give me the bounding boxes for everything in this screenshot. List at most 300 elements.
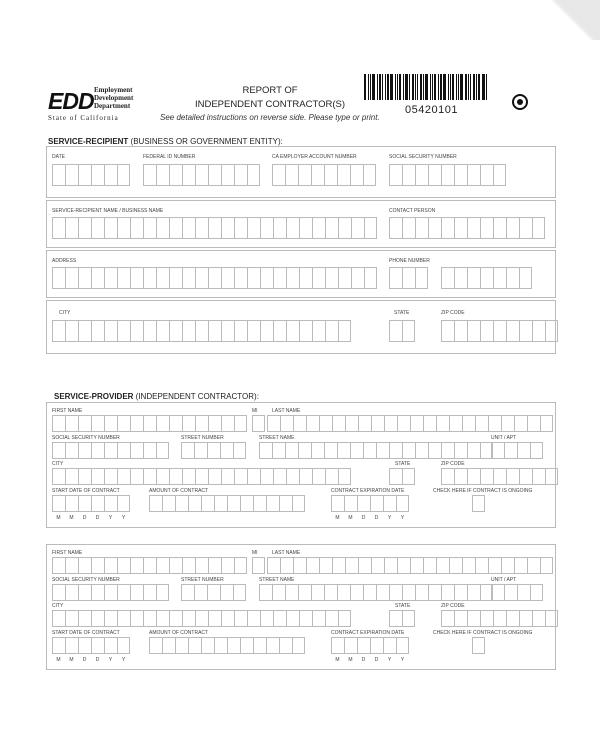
char-cell[interactable] (117, 415, 130, 432)
mi-input[interactable] (252, 557, 265, 574)
char-cell[interactable] (292, 495, 305, 512)
char-cell[interactable] (441, 164, 454, 186)
char-cell[interactable] (208, 415, 221, 432)
char-cell[interactable] (441, 584, 454, 601)
char-cell[interactable] (311, 442, 324, 459)
char-cell[interactable] (351, 267, 364, 289)
char-cell[interactable] (52, 637, 65, 654)
char-cell[interactable] (156, 442, 169, 459)
char-cell[interactable] (130, 442, 143, 459)
char-cell[interactable] (530, 442, 543, 459)
char-cell[interactable] (364, 267, 377, 289)
char-cell[interactable] (195, 610, 208, 627)
char-cell[interactable] (143, 610, 156, 627)
char-cell[interactable] (319, 415, 332, 432)
char-cell[interactable] (493, 610, 506, 627)
char-cell[interactable] (259, 584, 272, 601)
char-cell[interactable] (325, 468, 338, 485)
char-cell[interactable] (188, 637, 201, 654)
char-cell[interactable] (519, 610, 532, 627)
char-cell[interactable] (415, 217, 428, 239)
char-cell[interactable] (227, 495, 240, 512)
char-cell[interactable] (182, 468, 195, 485)
char-cell[interactable] (410, 557, 423, 574)
char-cell[interactable] (454, 217, 467, 239)
street-number-input[interactable] (181, 442, 246, 459)
char-cell[interactable] (376, 584, 389, 601)
char-cell[interactable] (454, 442, 467, 459)
char-cell[interactable] (364, 217, 377, 239)
char-cell[interactable] (312, 217, 325, 239)
char-cell[interactable] (143, 415, 156, 432)
char-cell[interactable] (337, 584, 350, 601)
char-cell[interactable] (389, 468, 402, 485)
expiration-input[interactable] (331, 495, 409, 512)
char-cell[interactable] (402, 320, 415, 342)
char-cell[interactable] (221, 415, 234, 432)
char-cell[interactable] (182, 320, 195, 342)
char-cell[interactable] (65, 217, 78, 239)
char-cell[interactable] (195, 164, 208, 186)
char-cell[interactable] (156, 557, 169, 574)
char-cell[interactable] (493, 267, 506, 289)
char-cell[interactable] (467, 468, 480, 485)
char-cell[interactable] (286, 468, 299, 485)
char-cell[interactable] (156, 320, 169, 342)
char-cell[interactable] (493, 217, 506, 239)
char-cell[interactable] (91, 320, 104, 342)
char-cell[interactable] (52, 557, 65, 574)
char-cell[interactable] (65, 637, 78, 654)
char-cell[interactable] (286, 267, 299, 289)
char-cell[interactable] (540, 415, 553, 432)
char-cell[interactable] (117, 584, 130, 601)
char-cell[interactable] (234, 557, 247, 574)
char-cell[interactable] (221, 557, 234, 574)
char-cell[interactable] (182, 267, 195, 289)
char-cell[interactable] (247, 320, 260, 342)
city-input[interactable] (52, 320, 351, 342)
char-cell[interactable] (234, 217, 247, 239)
char-cell[interactable] (169, 415, 182, 432)
char-cell[interactable] (324, 584, 337, 601)
char-cell[interactable] (493, 468, 506, 485)
char-cell[interactable] (65, 415, 78, 432)
char-cell[interactable] (357, 637, 370, 654)
char-cell[interactable] (428, 217, 441, 239)
char-cell[interactable] (65, 468, 78, 485)
char-cell[interactable] (253, 495, 266, 512)
char-cell[interactable] (350, 584, 363, 601)
char-cell[interactable] (52, 267, 65, 289)
char-cell[interactable] (65, 557, 78, 574)
char-cell[interactable] (325, 320, 338, 342)
char-cell[interactable] (208, 320, 221, 342)
char-cell[interactable] (117, 557, 130, 574)
char-cell[interactable] (532, 217, 545, 239)
char-cell[interactable] (540, 557, 553, 574)
char-cell[interactable] (130, 468, 143, 485)
char-cell[interactable] (441, 320, 454, 342)
char-cell[interactable] (519, 320, 532, 342)
char-cell[interactable] (449, 415, 462, 432)
char-cell[interactable] (279, 495, 292, 512)
char-cell[interactable] (389, 217, 402, 239)
char-cell[interactable] (396, 637, 409, 654)
char-cell[interactable] (389, 164, 402, 186)
char-cell[interactable] (273, 610, 286, 627)
char-cell[interactable] (208, 217, 221, 239)
char-cell[interactable] (52, 164, 65, 186)
char-cell[interactable] (214, 637, 227, 654)
char-cell[interactable] (504, 584, 517, 601)
char-cell[interactable] (78, 637, 91, 654)
char-cell[interactable] (78, 320, 91, 342)
char-cell[interactable] (259, 442, 272, 459)
char-cell[interactable] (207, 442, 220, 459)
char-cell[interactable] (467, 267, 480, 289)
char-cell[interactable] (227, 637, 240, 654)
char-cell[interactable] (344, 637, 357, 654)
provider-state-input[interactable] (389, 610, 415, 627)
char-cell[interactable] (371, 557, 384, 574)
char-cell[interactable] (517, 584, 530, 601)
char-cell[interactable] (506, 320, 519, 342)
char-cell[interactable] (480, 468, 493, 485)
char-cell[interactable] (331, 637, 344, 654)
char-cell[interactable] (423, 557, 436, 574)
char-cell[interactable] (91, 442, 104, 459)
char-cell[interactable] (182, 415, 195, 432)
char-cell[interactable] (156, 267, 169, 289)
char-cell[interactable] (299, 468, 312, 485)
char-cell[interactable] (221, 468, 234, 485)
char-cell[interactable] (78, 584, 91, 601)
char-cell[interactable] (396, 495, 409, 512)
char-cell[interactable] (402, 584, 415, 601)
char-cell[interactable] (493, 320, 506, 342)
char-cell[interactable] (402, 217, 415, 239)
char-cell[interactable] (130, 610, 143, 627)
char-cell[interactable] (338, 217, 351, 239)
char-cell[interactable] (169, 557, 182, 574)
provider-ssn-input[interactable] (52, 584, 169, 601)
char-cell[interactable] (506, 468, 519, 485)
char-cell[interactable] (488, 415, 501, 432)
char-cell[interactable] (293, 557, 306, 574)
char-cell[interactable] (306, 557, 319, 574)
char-cell[interactable] (91, 557, 104, 574)
char-cell[interactable] (462, 557, 475, 574)
char-cell[interactable] (441, 468, 454, 485)
char-cell[interactable] (389, 610, 402, 627)
char-cell[interactable] (143, 320, 156, 342)
char-cell[interactable] (324, 442, 337, 459)
char-cell[interactable] (207, 584, 220, 601)
char-cell[interactable] (52, 217, 65, 239)
char-cell[interactable] (410, 415, 423, 432)
char-cell[interactable] (240, 637, 253, 654)
char-cell[interactable] (78, 468, 91, 485)
char-cell[interactable] (91, 267, 104, 289)
char-cell[interactable] (325, 610, 338, 627)
char-cell[interactable] (117, 267, 130, 289)
char-cell[interactable] (52, 495, 65, 512)
char-cell[interactable] (501, 415, 514, 432)
provider-ssn-input[interactable] (52, 442, 169, 459)
char-cell[interactable] (311, 164, 324, 186)
char-cell[interactable] (234, 415, 247, 432)
char-cell[interactable] (441, 267, 454, 289)
char-cell[interactable] (337, 164, 350, 186)
char-cell[interactable] (519, 267, 532, 289)
char-cell[interactable] (504, 442, 517, 459)
char-cell[interactable] (286, 320, 299, 342)
char-cell[interactable] (143, 217, 156, 239)
char-cell[interactable] (454, 468, 467, 485)
char-cell[interactable] (491, 584, 504, 601)
char-cell[interactable] (286, 610, 299, 627)
char-cell[interactable] (104, 217, 117, 239)
char-cell[interactable] (467, 217, 480, 239)
char-cell[interactable] (472, 637, 485, 654)
zip-input[interactable] (441, 320, 558, 342)
char-cell[interactable] (234, 267, 247, 289)
char-cell[interactable] (91, 495, 104, 512)
char-cell[interactable] (208, 164, 221, 186)
char-cell[interactable] (104, 267, 117, 289)
char-cell[interactable] (91, 217, 104, 239)
char-cell[interactable] (402, 164, 415, 186)
char-cell[interactable] (397, 415, 410, 432)
char-cell[interactable] (292, 637, 305, 654)
char-cell[interactable] (65, 584, 78, 601)
char-cell[interactable] (298, 584, 311, 601)
char-cell[interactable] (299, 267, 312, 289)
char-cell[interactable] (530, 584, 543, 601)
char-cell[interactable] (298, 164, 311, 186)
char-cell[interactable] (194, 584, 207, 601)
char-cell[interactable] (423, 415, 436, 432)
char-cell[interactable] (104, 442, 117, 459)
phone-number-input[interactable] (441, 267, 532, 289)
char-cell[interactable] (267, 415, 280, 432)
char-cell[interactable] (472, 495, 485, 512)
char-cell[interactable] (306, 415, 319, 432)
char-cell[interactable] (149, 495, 162, 512)
char-cell[interactable] (273, 217, 286, 239)
char-cell[interactable] (519, 217, 532, 239)
char-cell[interactable] (402, 610, 415, 627)
char-cell[interactable] (260, 610, 273, 627)
street-name-input[interactable] (259, 442, 493, 459)
federal-id-input[interactable] (143, 164, 260, 186)
first-name-input[interactable] (52, 415, 247, 432)
char-cell[interactable] (104, 320, 117, 342)
char-cell[interactable] (532, 320, 545, 342)
char-cell[interactable] (156, 164, 169, 186)
char-cell[interactable] (527, 415, 540, 432)
ongoing-checkbox[interactable] (472, 495, 485, 512)
char-cell[interactable] (441, 442, 454, 459)
char-cell[interactable] (104, 468, 117, 485)
char-cell[interactable] (169, 217, 182, 239)
char-cell[interactable] (247, 217, 260, 239)
char-cell[interactable] (527, 557, 540, 574)
char-cell[interactable] (357, 495, 370, 512)
char-cell[interactable] (325, 217, 338, 239)
char-cell[interactable] (252, 415, 265, 432)
char-cell[interactable] (293, 415, 306, 432)
char-cell[interactable] (493, 164, 506, 186)
amount-input[interactable] (149, 637, 305, 654)
char-cell[interactable] (247, 468, 260, 485)
char-cell[interactable] (319, 557, 332, 574)
unit-input[interactable] (491, 584, 543, 601)
char-cell[interactable] (182, 217, 195, 239)
char-cell[interactable] (220, 442, 233, 459)
char-cell[interactable] (117, 495, 130, 512)
last-name-input[interactable] (267, 415, 553, 432)
char-cell[interactable] (332, 415, 345, 432)
char-cell[interactable] (91, 164, 104, 186)
char-cell[interactable] (195, 557, 208, 574)
char-cell[interactable] (91, 584, 104, 601)
char-cell[interactable] (247, 164, 260, 186)
char-cell[interactable] (208, 468, 221, 485)
char-cell[interactable] (279, 637, 292, 654)
char-cell[interactable] (389, 584, 402, 601)
char-cell[interactable] (370, 637, 383, 654)
char-cell[interactable] (162, 495, 175, 512)
char-cell[interactable] (272, 164, 285, 186)
char-cell[interactable] (182, 557, 195, 574)
char-cell[interactable] (143, 468, 156, 485)
char-cell[interactable] (338, 320, 351, 342)
char-cell[interactable] (175, 495, 188, 512)
char-cell[interactable] (506, 610, 519, 627)
provider-city-input[interactable] (52, 610, 351, 627)
address-input[interactable] (52, 267, 377, 289)
char-cell[interactable] (156, 468, 169, 485)
unit-input[interactable] (491, 442, 543, 459)
char-cell[interactable] (436, 415, 449, 432)
char-cell[interactable] (358, 557, 371, 574)
char-cell[interactable] (519, 468, 532, 485)
char-cell[interactable] (52, 468, 65, 485)
char-cell[interactable] (312, 610, 325, 627)
char-cell[interactable] (182, 610, 195, 627)
mi-input[interactable] (252, 415, 265, 432)
char-cell[interactable] (195, 267, 208, 289)
char-cell[interactable] (143, 584, 156, 601)
char-cell[interactable] (156, 415, 169, 432)
char-cell[interactable] (175, 637, 188, 654)
char-cell[interactable] (234, 164, 247, 186)
char-cell[interactable] (201, 637, 214, 654)
char-cell[interactable] (454, 320, 467, 342)
char-cell[interactable] (162, 637, 175, 654)
char-cell[interactable] (117, 637, 130, 654)
char-cell[interactable] (462, 415, 475, 432)
char-cell[interactable] (338, 610, 351, 627)
char-cell[interactable] (195, 320, 208, 342)
char-cell[interactable] (143, 557, 156, 574)
char-cell[interactable] (91, 610, 104, 627)
char-cell[interactable] (506, 217, 519, 239)
char-cell[interactable] (195, 415, 208, 432)
char-cell[interactable] (344, 495, 357, 512)
char-cell[interactable] (332, 557, 345, 574)
char-cell[interactable] (130, 557, 143, 574)
char-cell[interactable] (104, 637, 117, 654)
char-cell[interactable] (441, 610, 454, 627)
char-cell[interactable] (78, 415, 91, 432)
char-cell[interactable] (532, 468, 545, 485)
char-cell[interactable] (441, 217, 454, 239)
char-cell[interactable] (78, 442, 91, 459)
char-cell[interactable] (436, 557, 449, 574)
char-cell[interactable] (312, 320, 325, 342)
char-cell[interactable] (233, 442, 246, 459)
provider-city-input[interactable] (52, 468, 351, 485)
char-cell[interactable] (506, 267, 519, 289)
char-cell[interactable] (234, 610, 247, 627)
char-cell[interactable] (545, 468, 558, 485)
char-cell[interactable] (358, 415, 371, 432)
char-cell[interactable] (117, 164, 130, 186)
char-cell[interactable] (130, 584, 143, 601)
state-input[interactable] (389, 320, 415, 342)
char-cell[interactable] (475, 415, 488, 432)
char-cell[interactable] (449, 557, 462, 574)
char-cell[interactable] (325, 267, 338, 289)
char-cell[interactable] (117, 442, 130, 459)
char-cell[interactable] (52, 610, 65, 627)
char-cell[interactable] (220, 584, 233, 601)
char-cell[interactable] (428, 584, 441, 601)
char-cell[interactable] (156, 217, 169, 239)
char-cell[interactable] (149, 637, 162, 654)
char-cell[interactable] (514, 557, 527, 574)
char-cell[interactable] (397, 557, 410, 574)
char-cell[interactable] (514, 415, 527, 432)
char-cell[interactable] (480, 164, 493, 186)
provider-zip-input[interactable] (441, 610, 558, 627)
char-cell[interactable] (467, 320, 480, 342)
char-cell[interactable] (402, 442, 415, 459)
char-cell[interactable] (415, 584, 428, 601)
char-cell[interactable] (532, 610, 545, 627)
char-cell[interactable] (273, 320, 286, 342)
char-cell[interactable] (78, 217, 91, 239)
char-cell[interactable] (143, 267, 156, 289)
char-cell[interactable] (78, 267, 91, 289)
char-cell[interactable] (363, 164, 376, 186)
char-cell[interactable] (345, 557, 358, 574)
char-cell[interactable] (363, 584, 376, 601)
char-cell[interactable] (91, 637, 104, 654)
char-cell[interactable] (273, 267, 286, 289)
char-cell[interactable] (221, 164, 234, 186)
char-cell[interactable] (52, 415, 65, 432)
start-date-input[interactable] (52, 495, 130, 512)
recipient-ssn-input[interactable] (389, 164, 506, 186)
char-cell[interactable] (130, 415, 143, 432)
char-cell[interactable] (363, 442, 376, 459)
char-cell[interactable] (260, 217, 273, 239)
char-cell[interactable] (299, 320, 312, 342)
